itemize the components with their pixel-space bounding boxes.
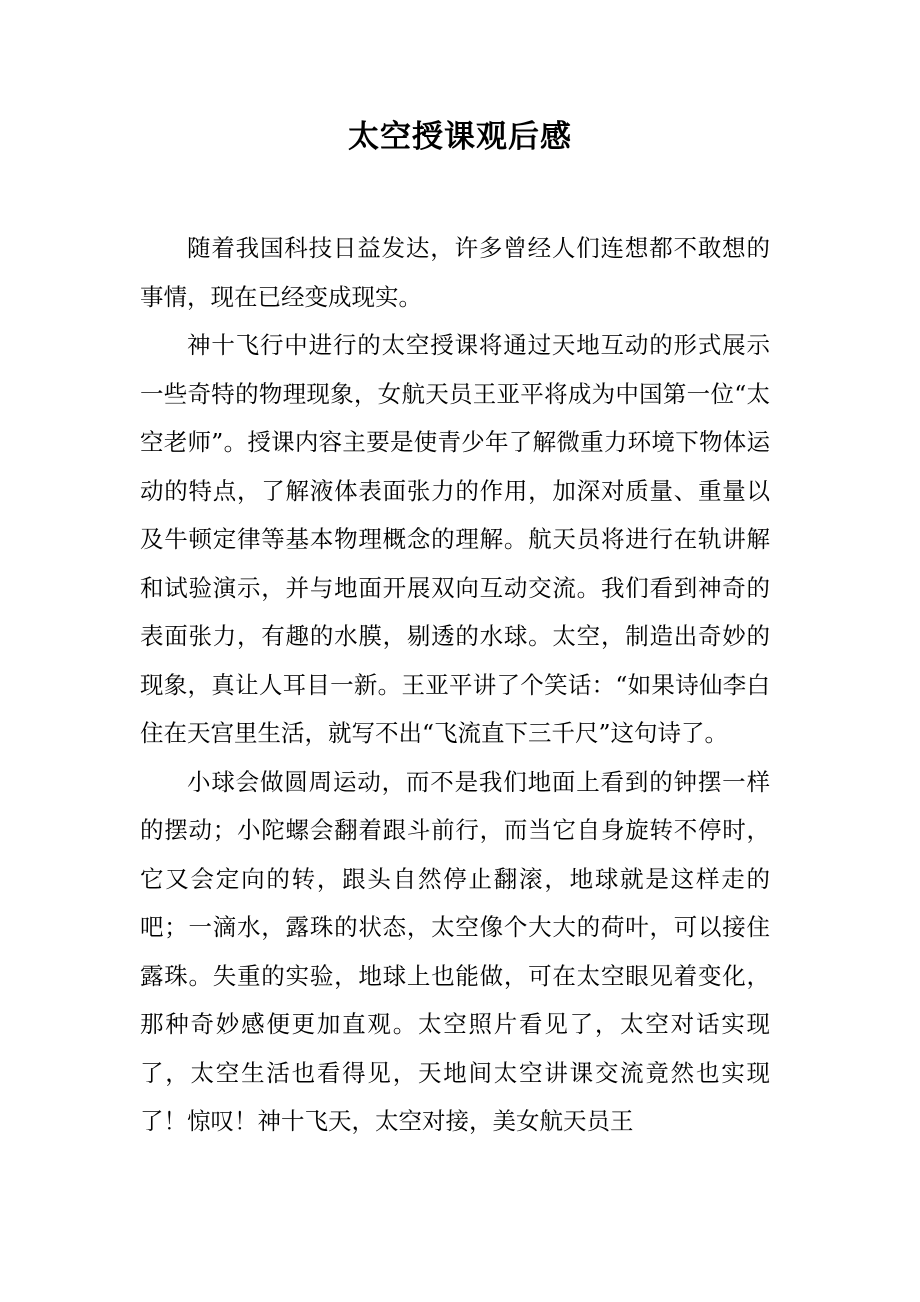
paragraph-intro: 随着我国科技日益发达，许多曾经人们连想都不敢想的事情，现在已经变成现实。 — [140, 234, 770, 311]
document-title: 太空授课观后感 — [348, 119, 572, 155]
paragraph-experiments: 小球会做圆周运动，而不是我们地面上看到的钟摆一样的摆动；小陀螺会翻着跟斗前行，而当它自身旋转不停时，它又会定向的转，跟头自然停止翻滚，地球就是这样走的吧；一滴水，露珠的状态，太空像个大大的荷叶，可以接住露珠。失重的实验，地球上也能做，可在太空眼见着变化，那种奇妙感便更加直观。太空照片看见了，太空对话实现了，太空生活也看得见，天地间太空讲课交流竟然也实现了！惊叹！神十飞天，太空对接，美女航天员王 — [140, 767, 770, 1135]
paragraph-space-lesson: 神十飞行中进行的太空授课将通过天地互动的形式展示一些奇特的物理现象，女航天员王亚平将成为中国第一位“太空老师”。授课内容主要是使青少年了解微重力环境下物体运动的特点，了解液体表面张力的作用，加深对质量、重量以及牛顿定律等基本物理概念的理解。航天员将进行在轨讲解和试验演示，并与地面开展双向互动交流。我们看到神奇的表面张力，有趣的水膜，剔透的水球。太空，制造出奇妙的现象，真让人耳目一新。王亚平讲了个笑话：“如果诗仙李白住在天宫里生活，就写不出“飞流直下三千尺”这句诗了。 — [140, 331, 770, 747]
document-body — [140, 224, 770, 1146]
